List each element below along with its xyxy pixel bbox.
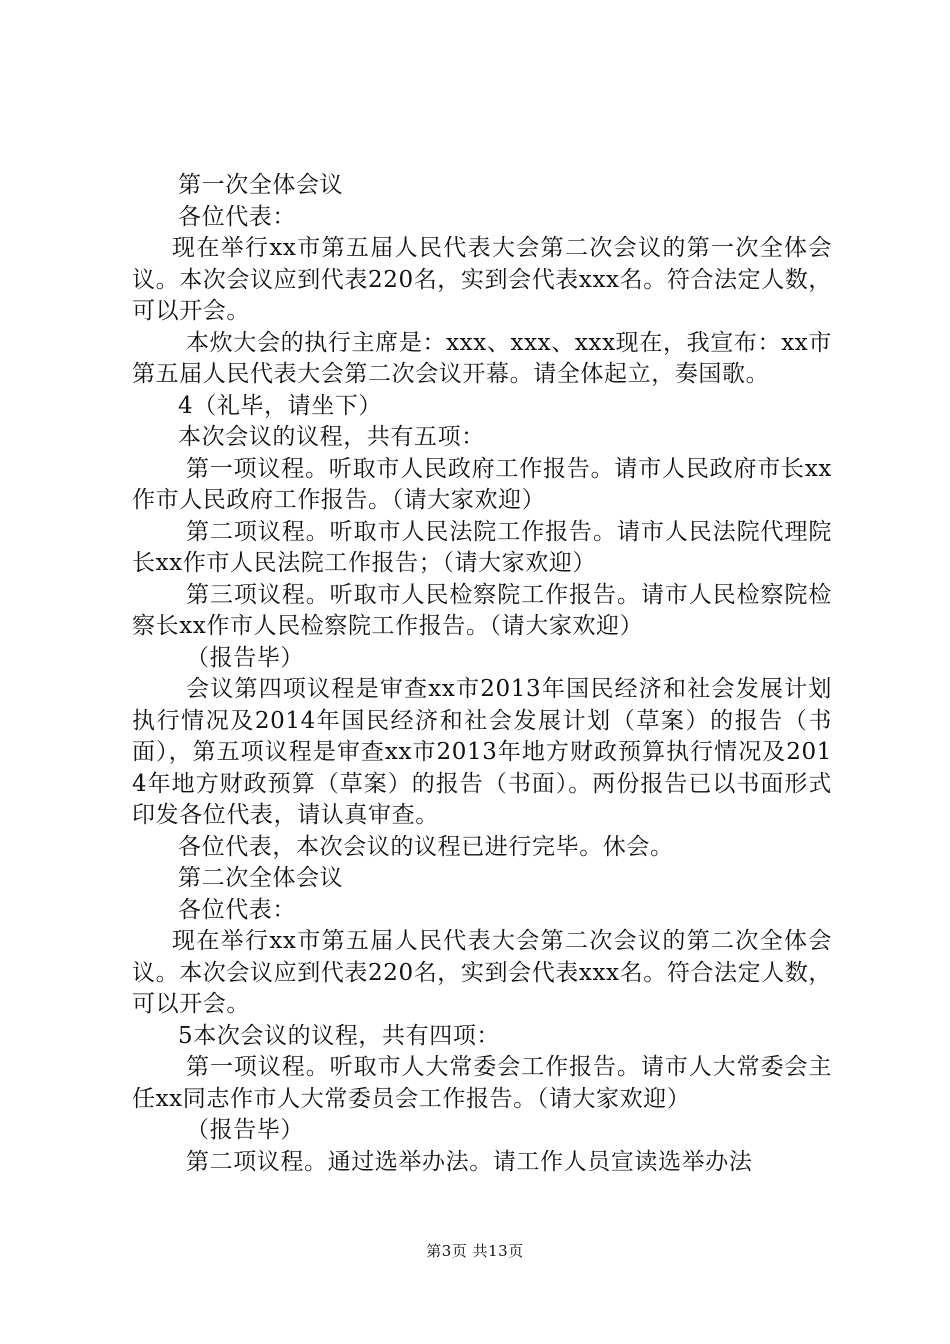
paragraph: 5本次会议的议程，共有四项： xyxy=(178,1022,501,1049)
paragraph: （报告毕） xyxy=(186,644,304,671)
paragraph: 会议第四项议程是审查xx市2013年国民经济和社会发展计划执行情况及2014年国民经济和社会发展计划（草案）的报告（书面），第五项议程是审查xx市2013年地方财政预算执行情况及2014年地方财政预算（草案）的报告（书面）。两份报告已以书面形式印发各位代表，请认真审查。 xyxy=(132,676,832,828)
paragraph: 现在举行xx市第五届人民代表大会第二次会议的第二次全体会议。本次会议应到代表220名，实到会代表xxx名。符合法定人数，可以开会。 xyxy=(132,928,833,1017)
paragraph: 第二次全体会议 xyxy=(178,865,344,891)
paragraph: 第一项议程。听取市人大常委会工作报告。请市人大常委会主任xx同志作市人大常委员会工作报告。（请大家欢迎） xyxy=(132,1054,832,1112)
paragraph: 4（礼毕，请坐下） xyxy=(178,392,383,419)
page-number-label: 第3页 共13页 xyxy=(426,1242,524,1260)
paragraph: 第三项议程。听取市人民检察院工作报告。请市人民检察院检察长xx作市人民检察院工作报告。（请大家欢迎） xyxy=(132,581,832,639)
paragraph: 第一次全体会议 xyxy=(178,172,344,198)
paragraph: 各位代表，本次会议的议程已进行完毕。休会。 xyxy=(178,833,674,860)
paragraph: 各位代表： xyxy=(178,896,296,923)
paragraph: 本炊大会的执行主席是：xxx、xxx、xxx现在，我宣布：xx市第五届人民代表大会第二次会议开幕。请全体起立，奏国歌。 xyxy=(132,329,832,387)
paragraph: 第二项议程。通过选举办法。请工作人员宣读选举办法 xyxy=(186,1148,753,1175)
paragraph: （报告毕） xyxy=(186,1117,304,1143)
paragraph: 本次会议的议程，共有五项： xyxy=(178,424,485,450)
page-footer xyxy=(0,1240,950,1261)
paragraph: 现在举行xx市第五届人民代表大会第二次会议的第一次全体会议。本次会议应到代表220名，实到会代表xxx名。符合法定人数，可以开会。 xyxy=(132,235,833,324)
paragraph: 各位代表： xyxy=(178,203,296,230)
paragraph: 第二项议程。听取市人民法院工作报告。请市人民法院代理院长xx作市人民法院工作报告；（请大家欢迎） xyxy=(132,518,832,576)
document-body xyxy=(132,170,832,1178)
paragraph: 第一项议程。听取市人民政府工作报告。请市人民政府市长xx作市人民政府工作报告。（请大家欢迎） xyxy=(132,455,832,513)
